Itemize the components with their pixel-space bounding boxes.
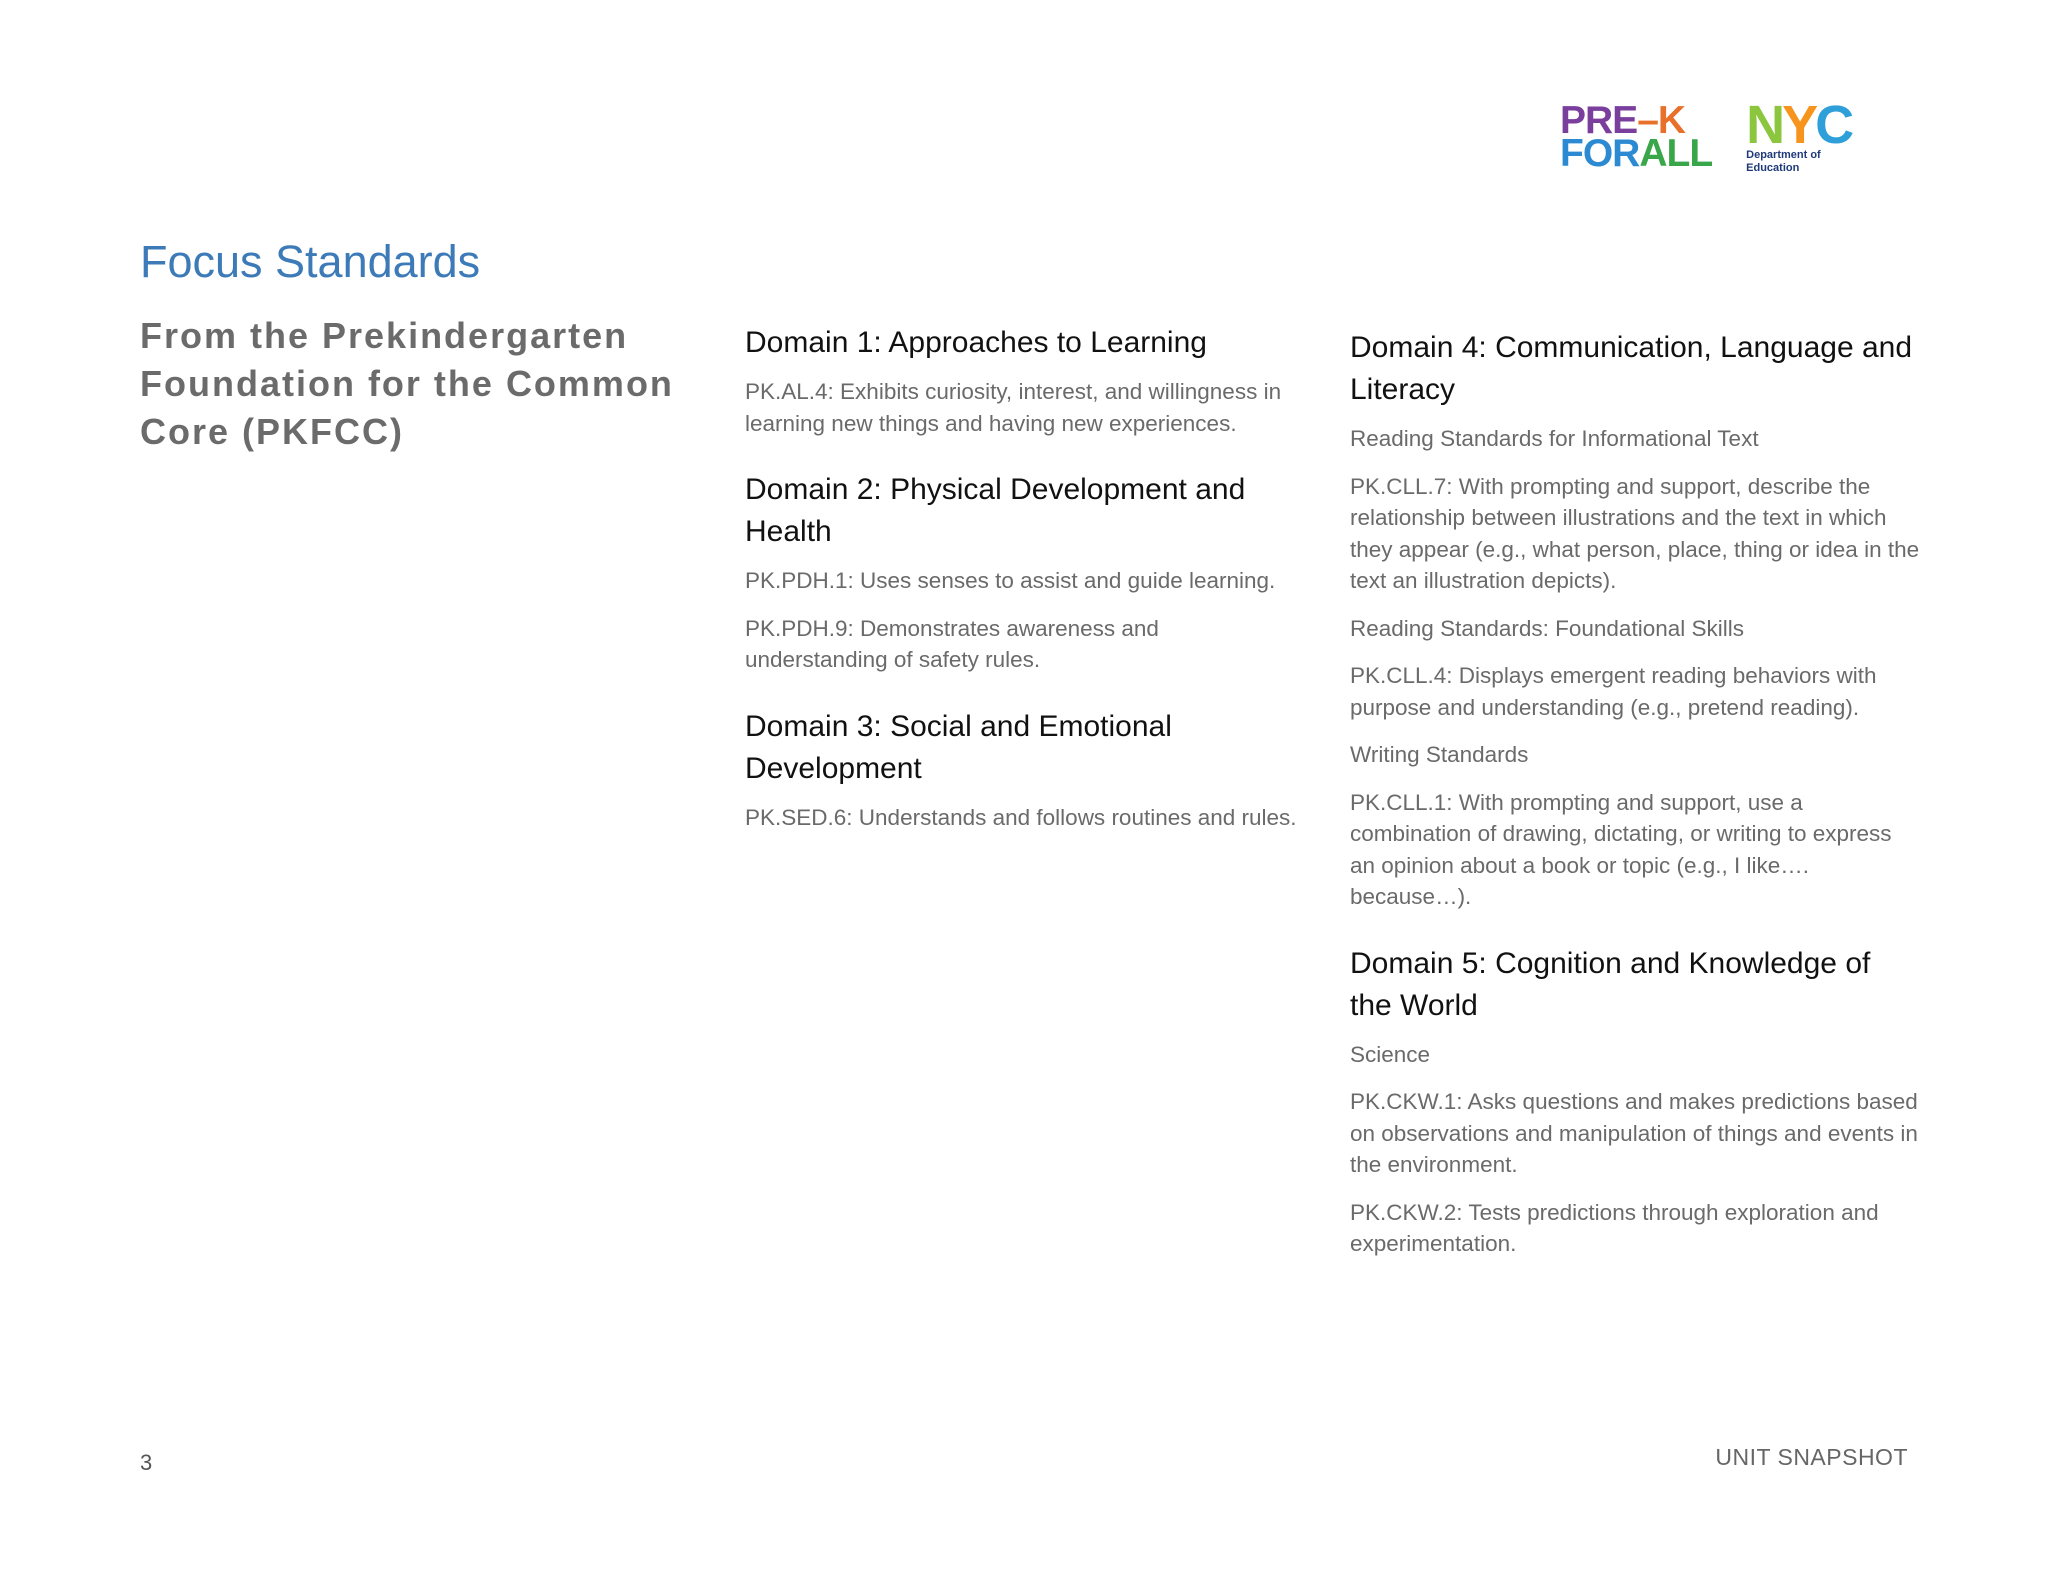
domain-5-heading: Domain 5: Cognition and Knowledge of the World (1350, 946, 1871, 1022)
standard-category: Science (1350, 1041, 1431, 1067)
standard-entry: PK.PDH.9: Demonstrates awareness and understanding of safety rules. (745, 615, 1159, 672)
standard-category: Reading Standards for Informational Text (1350, 426, 1759, 451)
domain-2-section (745, 469, 1305, 676)
standards-column-left (745, 322, 1305, 863)
domain-3-section (745, 706, 1305, 834)
logo-area (1560, 95, 1852, 175)
standard-entry: PK.CLL.7: With prompting and support, describe the relationship between illustrations and the text in which they appear (e.g., what person, place, thing or idea in the text an illustration depicts). (1350, 473, 1920, 593)
page-subtitle: From the Prekindergarten Foundation for the Common Core (PKFCC) (140, 315, 674, 452)
standard-entry: PK.SED.6: Understands and follows routines and rules. (745, 804, 1297, 830)
standard-entry: PK.CLL.4: Displays emergent reading behaviors with purpose and understanding (e.g., pretend reading). (1350, 663, 1877, 720)
standard-entry: PK.CKW.1: Asks questions and makes predictions based on observations and manipulation of things and events in the environment. (1350, 1089, 1918, 1177)
domain-4-section (1350, 327, 1920, 913)
standard-entry: PK.CKW.2: Tests predictions through exploration and experimentation. (1350, 1199, 1879, 1256)
prek-logo-line1: PRE–K (1560, 99, 1686, 142)
standard-entry: PK.AL.4: Exhibits curiosity, interest, and willingness in learning new things and having new experiences. (745, 379, 1282, 436)
domain-3-heading: Domain 3: Social and Emotional Development (745, 709, 1172, 785)
page-title: Focus Standards (140, 236, 481, 287)
footer-label: UNIT SNAPSHOT (1715, 1444, 1908, 1470)
standard-category: Writing Standards (1350, 742, 1529, 767)
standard-entry: PK.CLL.1: With prompting and support, use a combination of drawing, dictating, or writing to express an opinion about a book or topic (e.g., I like…. because…). (1350, 789, 1892, 909)
prek-logo-line2: FORALL (1560, 132, 1713, 175)
page-number: 3 (140, 1450, 153, 1475)
domain-2-heading: Domain 2: Physical Development and Health (745, 473, 1246, 548)
domain-5-section (1350, 943, 1920, 1260)
domain-4-heading: Domain 4: Communication, Language and Literacy (1350, 331, 1913, 406)
standard-category: Reading Standards: Foundational Skills (1350, 615, 1744, 641)
standard-entry: PK.PDH.1: Uses senses to assist and guide learning. (745, 568, 1276, 593)
standards-column-right (1350, 327, 1920, 1290)
nyc-doe-logo (1746, 95, 1852, 175)
nyc-logo-word: NYC (1746, 95, 1852, 155)
nyc-logo-subtitle: Department of Education (1746, 149, 1821, 174)
domain-1-section (745, 322, 1305, 439)
prek-for-all-logo (1560, 99, 1713, 175)
domain-1-heading: Domain 1: Approaches to Learning (745, 326, 1207, 359)
